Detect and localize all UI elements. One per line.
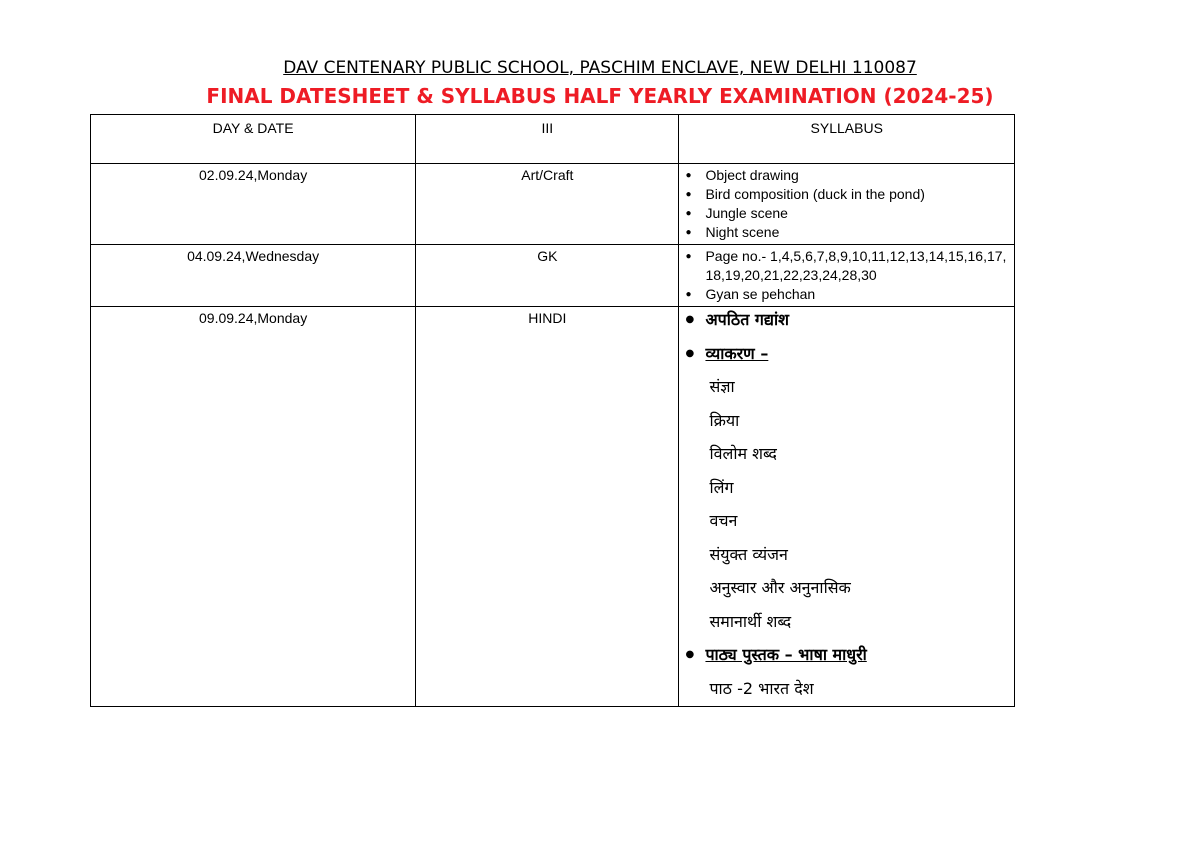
exam-subject: HINDI bbox=[416, 307, 679, 707]
table-row bbox=[91, 245, 1015, 307]
school-name: DAV CENTENARY PUBLIC SCHOOL, PASCHIM ENCLAVE, NEW DELHI 110087 bbox=[283, 58, 917, 78]
syllabus-item: ● Bird composition (duck in the pond) bbox=[705, 185, 1010, 204]
exam-date: 04.09.24,Wednesday bbox=[91, 245, 416, 307]
syllabus-cell bbox=[679, 164, 1015, 245]
table-row bbox=[91, 164, 1015, 245]
syllabus-item: ● Object drawing bbox=[705, 166, 1010, 185]
syllabus-item: ● Jungle scene bbox=[705, 204, 1010, 223]
datesheet-table bbox=[90, 114, 1015, 707]
header-day-date: DAY & DATE bbox=[91, 115, 416, 164]
syllabus-subitem: क्रिया bbox=[709, 410, 740, 430]
syllabus-cell bbox=[679, 245, 1015, 307]
hindi-syllabus-list bbox=[683, 309, 1010, 704]
header-syllabus: SYLLABUS bbox=[679, 115, 1015, 164]
datesheet-title: FINAL DATESHEET & SYLLABUS HALF YEARLY EXAMINATION (2024-25) bbox=[206, 84, 994, 108]
header-class: III bbox=[416, 115, 679, 164]
table-header-row bbox=[91, 115, 1015, 164]
syllabus-item: ● Gyan se pehchan bbox=[705, 285, 1010, 304]
syllabus-subitem: लिंग bbox=[709, 477, 734, 497]
exam-subject: GK bbox=[416, 245, 679, 307]
exam-date: 02.09.24,Monday bbox=[91, 164, 416, 245]
syllabus-item: ● व्याकरण – bbox=[705, 343, 1010, 377]
syllabus-subitem: संज्ञा bbox=[709, 377, 735, 396]
syllabus-subitem: अनुस्वार और अनुनासिक bbox=[709, 578, 851, 597]
syllabus-item: ● पाठ्य पुस्तक – भाषा माधुरी bbox=[705, 644, 1010, 678]
syllabus-subitem: वचन bbox=[709, 511, 738, 530]
syllabus-item: ● Page no.- 1,4,5,6,7,8,9,10,11,12,13,14,15,16,17,18,19,20,21,22,23,24,28,30 bbox=[705, 247, 1010, 285]
syllabus-subitem: संयुक्त व्यंजन bbox=[709, 544, 788, 564]
syllabus-item: ● Night scene bbox=[705, 223, 1010, 242]
exam-date: 09.09.24,Monday bbox=[91, 307, 416, 707]
syllabus-list bbox=[683, 247, 1010, 304]
syllabus-subitem: समानार्थी शब्द bbox=[709, 611, 792, 631]
syllabus-subitem: पाठ -2 भारत देश bbox=[709, 678, 814, 698]
exam-subject: Art/Craft bbox=[416, 164, 679, 245]
syllabus-subitem: विलोम शब्द bbox=[709, 444, 777, 463]
table-row bbox=[91, 307, 1015, 707]
syllabus-item: ● अपठित गद्यांश bbox=[705, 309, 1010, 343]
syllabus-cell bbox=[679, 307, 1015, 707]
syllabus-list bbox=[683, 166, 1010, 242]
